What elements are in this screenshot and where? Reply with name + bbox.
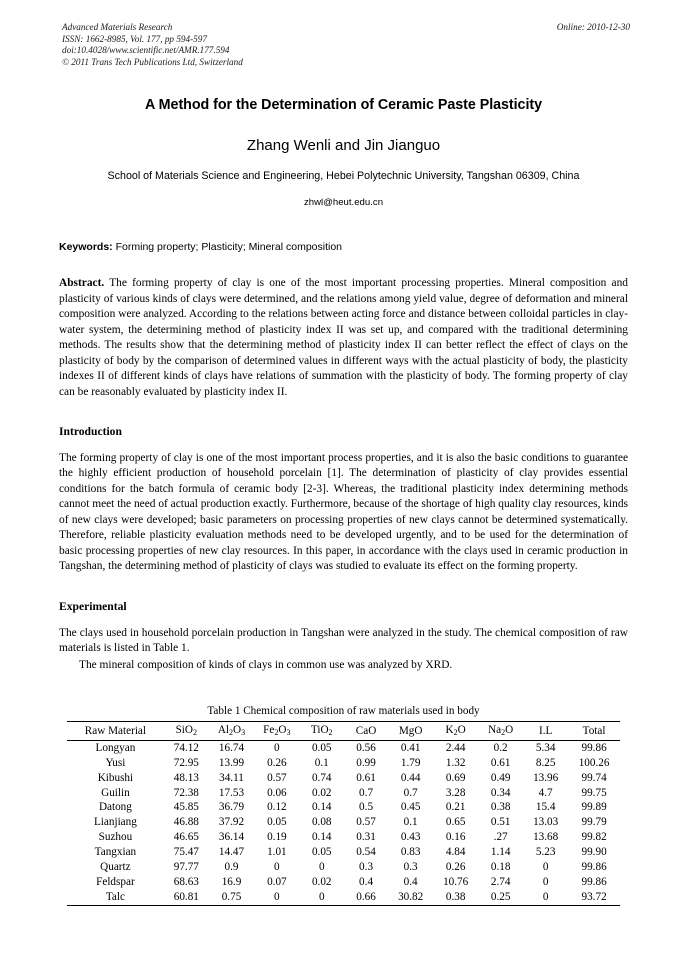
contact-email: zhwl@heut.edu.cn [303,197,384,209]
cell-fe2o3: 0.05 [267,816,287,829]
cell-k2o: 0.69 [445,771,466,784]
cell-total: 99.89 [581,801,607,814]
table-row [67,889,620,906]
cell-raw-material: Longyan [95,741,136,754]
cell-al2o3: 13.99 [218,756,245,769]
table-row [67,815,620,830]
cell-cao: 0.4 [359,875,374,888]
cell-na2o: 0.18 [490,860,511,873]
cell-sio2: 60.81 [164,889,209,906]
cell-sio2: 45.85 [173,801,199,814]
cell-mgo: 0.43 [400,831,421,844]
cell-sio2: 97.77 [173,860,199,873]
cell-k2o: 3.28 [445,786,466,799]
abstract-text: The forming property of clay is one of the most important processing properties. Mineral composition and plasticity of various kinds of clays were determined, and the relations among yield value, degree of deformation and mineral composition were analyzed. According to the relations between acting force and distance between colloidal particles in clay-water system, the determining method of plasticity index II was set up, and compared with the traditional determining methods. The results show that the determining method of plasticity index II can better reflect the effect of clays on the plasticity of body by the comparison of determined values in different ways with the actual plasticity of body, the plasticity indexes II of different kinds of clays have relations of summation with the plasticity of body. The forming property of clay can be reasonably evaluated by plasticity index II. [59,277,628,398]
cell-fe2o3: 1.01 [267,846,287,859]
page-title: A Method for the Determination of Ceramic Paste Plasticity [145,97,542,114]
cell-raw-material: Lianjiang [93,816,137,829]
table-caption: Table 1 Chemical composition of raw materials used in body [207,704,480,717]
cell-sio2: 72.38 [173,786,199,799]
affiliation: School of Materials Science and Engineering, Hebei Polytechnic University, Tangshan 06309, China [107,170,580,183]
cell-cao: 0.57 [356,816,376,829]
cell-cao: 0.54 [356,846,376,859]
cell-al2o3: 16.9 [221,875,242,888]
cell-total: 99.75 [581,786,607,799]
cell-il: 0 [542,875,549,888]
cell-k2o: 0.26 [445,860,466,873]
cell-al2o3: 37.92 [218,816,245,829]
col-header-cao: CaO [344,721,388,740]
cell-il: 0 [542,860,549,873]
table-row [67,740,620,755]
cell-tio2: 0.14 [311,801,332,814]
table-head [67,721,620,740]
experimental-paragraph-2: The mineral composition of kinds of clays in common use was analyzed by XRD. [79,658,453,671]
cell-mgo: 0.3 [403,860,418,873]
abstract-paragraph [59,276,628,400]
section-heading-introduction: Introduction [59,425,122,438]
abstract-label: Abstract. [59,277,105,290]
cell-mgo: 30.82 [388,889,433,906]
col-header-sio2: SiO$_2$ [164,721,209,740]
cell-il: 13.68 [533,831,559,844]
cell-total: 99.86 [581,860,607,873]
cell-cao: 0.3 [359,860,374,873]
cell-na2o: 1.14 [490,846,511,859]
cell-il: 5.34 [535,741,556,754]
col-header-fe2o3: $Fe_2O_3$ [254,721,299,740]
cell-mgo: 0.44 [400,771,421,784]
cell-fe2o3: 0.12 [267,801,287,814]
cell-na2o: 0.61 [490,756,511,769]
cell-il: 15.4 [535,801,556,814]
cell-cao: 0.31 [356,831,376,844]
cell-raw-material: Guilin [101,786,130,799]
cell-il: 5.23 [535,846,556,859]
section-heading-experimental: Experimental [59,599,127,613]
cell-fe2o3: 0.07 [267,875,287,888]
cell-raw-material: Feldspar [96,875,135,888]
table-body [67,740,620,906]
cell-sio2: 46.88 [173,816,199,829]
table-row [67,755,620,770]
cell-tio2: 0.74 [311,771,332,784]
cell-il: 13.03 [533,816,559,829]
col-header-al2o3: $Al_2O_3$ [209,721,254,740]
cell-total: 99.86 [581,875,607,888]
cell-cao: 0.66 [344,889,388,906]
cell-cao: 0.7 [359,786,374,799]
cell-cao: 0.61 [356,771,376,784]
cell-raw-material: Quartz [100,860,131,873]
col-header-tio2: TiO$_2$ [300,721,344,740]
cell-al2o3: 0.75 [209,889,254,906]
cell-total: 99.86 [581,741,607,754]
cell-total: 99.82 [581,831,607,844]
cell-mgo: 1.79 [400,756,421,769]
table-row [67,874,620,889]
cell-na2o: 0.34 [490,786,511,799]
journal-issn-volume: ISSN: 1662-8985, Vol. 177, pp 594-597 [62,33,207,44]
cell-fe2o3: 0.57 [267,771,287,784]
keywords-line [59,240,630,254]
cell-al2o3: 14.47 [218,846,245,859]
cell-raw-material: Yusi [105,756,126,769]
online-date: Online: 2010-12-30 [556,22,630,32]
cell-tio2: 0 [318,860,325,873]
cell-tio2: 0.02 [311,875,332,888]
cell-k2o: 10.76 [443,875,469,888]
cell-al2o3: 0.9 [224,860,239,873]
cell-il: 8.25 [535,756,556,769]
cell-raw-material: Datong [98,801,132,814]
cell-tio2: 0 [300,889,344,906]
cell-raw-material: Tangxian [94,846,137,859]
cell-total: 99.90 [581,846,607,859]
chemical-composition-table [67,721,620,906]
table-row [67,845,620,860]
col-header-il: I.L [523,721,568,740]
table-row [67,785,620,800]
table-row [67,860,620,875]
cell-tio2: 0.08 [311,816,332,829]
cell-cao: 0.99 [356,756,376,769]
col-header-raw-material: Raw Material [67,721,164,740]
cell-k2o: 0.65 [445,816,466,829]
cell-al2o3: 17.53 [218,786,245,799]
cell-cao: 0.5 [359,801,374,814]
cell-na2o: 0.49 [490,771,511,784]
cell-raw-material: Suzhou [98,831,133,844]
journal-copyright: © 2011 Trans Tech Publications Ltd, Switzerland [62,56,243,67]
cell-total: 99.74 [581,771,607,784]
journal-header [62,22,630,68]
cell-na2o: 0.38 [490,801,511,814]
cell-fe2o3: 0 [274,860,280,873]
cell-sio2: 75.47 [173,846,199,859]
col-header-mgo: MgO [388,721,433,740]
experimental-paragraph: The clays used in household porcelain production in Tangshan were analyzed in the study. The chemical composition of raw materials is listed in Table 1. [59,626,628,655]
table-1-wrapper [57,705,630,906]
keywords-text: Forming property; Plasticity; Mineral composition [115,241,343,254]
col-header-total: Total [568,721,620,740]
cell-na2o: 0.25 [478,889,523,906]
cell-na2o: .27 [493,831,508,844]
cell-mgo: 0.7 [403,786,418,799]
cell-fe2o3: 0.19 [267,831,287,844]
cell-tio2: 0.14 [311,831,332,844]
cell-k2o: 0.21 [445,801,466,814]
cell-k2o: 1.32 [445,756,466,769]
cell-sio2: 74.12 [173,741,199,754]
col-header-na2o: $Na_2O$ [478,721,523,740]
cell-fe2o3: 0.06 [267,786,287,799]
cell-al2o3: 34.11 [219,771,244,784]
journal-doi: doi:10.4028/www.scientific.net/AMR.177.594 [62,45,230,56]
cell-mgo: 0.45 [400,801,421,814]
cell-il: 13.96 [533,771,559,784]
cell-mgo: 0.41 [400,741,421,754]
keywords-label: Keywords: [59,241,113,254]
cell-total: 99.79 [581,816,607,829]
cell-fe2o3: 0 [274,741,280,754]
cell-k2o: 0.38 [433,889,478,906]
cell-k2o: 0.16 [445,831,466,844]
cell-il: 0 [523,889,568,906]
cell-na2o: 2.74 [490,875,511,888]
cell-mgo: 0.83 [400,846,421,859]
cell-sio2: 46.65 [173,831,199,844]
cell-mgo: 0.1 [403,816,418,829]
cell-k2o: 4.84 [445,846,466,859]
cell-sio2: 68.63 [173,875,199,888]
cell-sio2: 72.95 [173,756,199,769]
table-row [67,770,620,785]
cell-tio2: 0.1 [314,756,329,769]
author-list: Zhang Wenli and Jin Jianguo [246,137,441,155]
cell-al2o3: 16.74 [218,741,245,754]
cell-total: 100.26 [578,756,610,769]
cell-na2o: 0.2 [493,741,508,754]
cell-raw-material: Talc [67,889,164,906]
cell-al2o3: 36.14 [218,831,245,844]
cell-total: 93.72 [568,889,620,906]
cell-na2o: 0.51 [490,816,511,829]
cell-mgo: 0.4 [403,875,418,888]
introduction-paragraph: The forming property of clay is one of the most important process properties, and it is also the basic conditions to guarantee the highly efficient production of household porcelain [1]. The determination of plasticity of clay provides essential conditions for the batch formula of ceramic body [2-3]. Whereas, the traditional plasticity index determining methods cannot meet the need of actual production exactly. Furthermore, because of the shortage of high quality clay resources, kinds of new clays were developed; basic parameters on processing properties of new clays cannot be determined systematically. Therefore, reliable plasticity evaluation methods need to be developed urgently, and to be used for the determination of basic processing properties of new clay resources. In this paper, in accordance with the clays used in ceramic production in Tangshan, the determining method of plasticity of clays was studied to evaluate its effect on the forming property. [59,452,628,573]
cell-tio2: 0.02 [311,786,332,799]
cell-il: 4.7 [538,786,553,799]
cell-al2o3: 36.79 [218,801,245,814]
cell-sio2: 48.13 [173,771,199,784]
cell-raw-material: Kibushi [97,771,134,784]
cell-tio2: 0.05 [311,846,332,859]
table-header-row [67,721,620,740]
cell-k2o: 2.44 [445,741,466,754]
journal-name: Advanced Materials Research [62,22,173,32]
col-header-k2o: $K_2O$ [433,721,478,740]
table-row [67,830,620,845]
cell-fe2o3: 0 [254,889,299,906]
cell-cao: 0.56 [356,741,376,754]
cell-tio2: 0.05 [311,741,332,754]
table-row [67,800,620,815]
cell-fe2o3: 0.26 [267,756,287,769]
